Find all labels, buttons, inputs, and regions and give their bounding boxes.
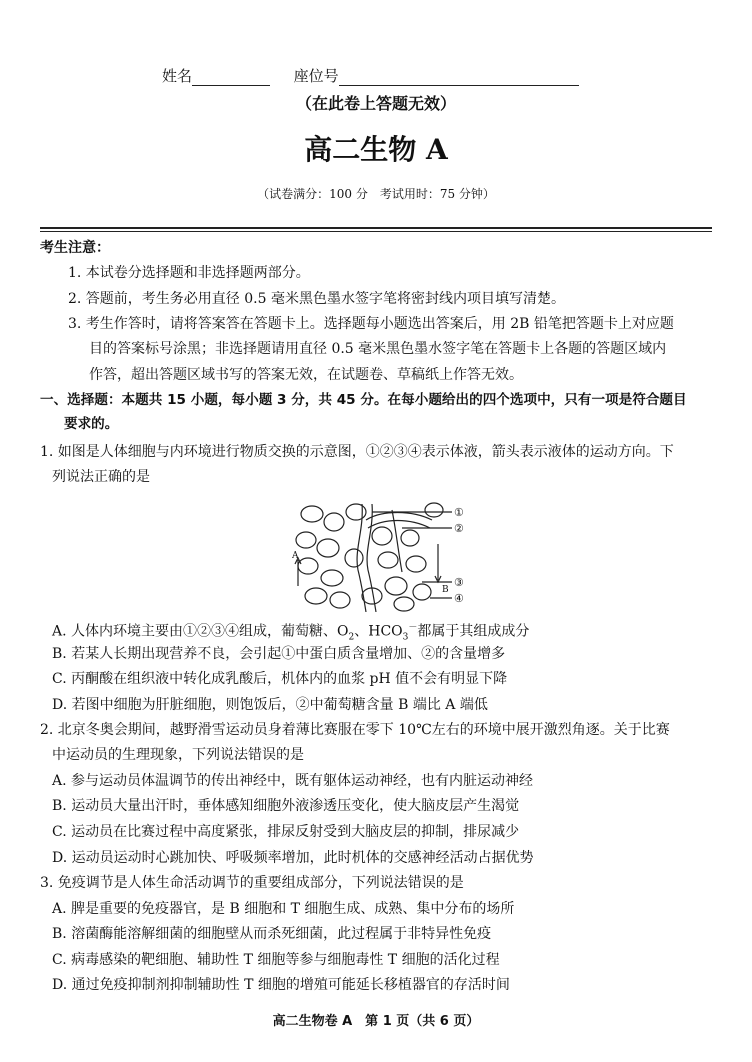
instruction-item: 作答，超出答题区域书写的答案无效，在试题卷、草稿纸上作答无效。 bbox=[89, 367, 523, 383]
section-heading-cont: 要求的。 bbox=[64, 416, 119, 432]
notice: （在此卷上答题无效） bbox=[295, 94, 456, 113]
instruction-item: 2. 答题前，考生务必用直径 0.5 毫米黑色墨水签字笔将密封线内项目填写清楚。 bbox=[68, 291, 565, 307]
q3-option-c: C. 病毒感染的靶细胞、辅助性 T 细胞等参与细胞毒性 T 细胞的活化过程 bbox=[52, 952, 500, 968]
figure-label: ② bbox=[454, 522, 464, 535]
q1-option-d: D. 若图中细胞为肝脏细胞，则饱饭后，②中葡萄糖含量 B 端比 A 端低 bbox=[52, 697, 488, 713]
q1-option-a: A. 人体内环境主要由①②③④组成，葡萄糖、$O_2$、$HCO_3^-$都属于其组成成分 bbox=[52, 623, 530, 643]
seat-blank[interactable] bbox=[339, 69, 579, 86]
q1-option-c: C. 丙酮酸在组织液中转化成乳酸后，机体内的血浆 pH 值不会有明显下降 bbox=[52, 671, 508, 687]
seat-label: 座位号 bbox=[293, 67, 339, 85]
header-rule-thin bbox=[40, 231, 712, 232]
page-title: 高二生物 A bbox=[304, 133, 448, 166]
figure-label: ③ bbox=[454, 576, 464, 589]
instruction-item: 1. 本试卷分选择题和非选择题两部分。 bbox=[68, 265, 310, 281]
q3-stem: 3. 免疫调节是人体生命活动调节的重要组成部分，下列说法错误的是 bbox=[40, 875, 464, 891]
q1-figure bbox=[292, 500, 470, 612]
q1-stem-cont: 列说法正确的是 bbox=[52, 469, 150, 485]
page-footer: 高二生物卷 A 第 1 页（共 6 页） bbox=[272, 1014, 480, 1029]
q1-option-b: B. 若某人长期出现营养不良，会引起①中蛋白质含量增加、②的含量增多 bbox=[52, 646, 506, 662]
figure-label: ① bbox=[454, 506, 464, 519]
instructions-heading: 考生注意： bbox=[40, 240, 110, 256]
q3-option-a: A. 脾是重要的免疫器官，是 B 细胞和 T 细胞生成、成熟、集中分布的场所 bbox=[52, 901, 515, 917]
subtitle: （试卷满分：100 分 考试用时：75 分钟） bbox=[257, 187, 495, 201]
figure-mark: A bbox=[292, 551, 299, 561]
q2-option-a: A. 参与运动员体温调节的传出神经中，既有躯体运动神经，也有内脏运动神经 bbox=[52, 773, 534, 789]
section-heading: 一、选择题：本题共 15 小题，每小题 3 分，共 45 分。在每小题给出的四个选项中，只有一项是符合题目 bbox=[40, 392, 687, 408]
q3-option-d: D. 通过免疫抑制剂抑制辅助性 T 细胞的增殖可能延长移植器官的存活时间 bbox=[52, 977, 510, 993]
instruction-item: 目的答案标号涂黑；非选择题请用直径 0.5 毫米黑色墨水签字笔在答题卡上各题的答题区域内 bbox=[89, 341, 667, 357]
figure-mark: B bbox=[442, 585, 449, 595]
header-rule-thick bbox=[40, 227, 712, 229]
q2-stem-cont: 中运动员的生理现象，下列说法错误的是 bbox=[52, 747, 304, 763]
q2-option-d: D. 运动员运动时心跳加快、呼吸频率增加，此时机体的交感神经活动占据优势 bbox=[52, 850, 534, 866]
q1-stem: 1. 如图是人体细胞与内环境进行物质交换的示意图，①②③④表示体液，箭头表示液体的运动方向。下 bbox=[40, 444, 674, 460]
q2-stem: 2. 北京冬奥会期间，越野滑雪运动员身着薄比赛服在零下 10℃左右的环境中展开激烈角逐。关于比赛 bbox=[40, 722, 670, 738]
figure-label: ④ bbox=[454, 592, 464, 605]
name-blank[interactable] bbox=[192, 69, 270, 86]
q3-option-b: B. 溶菌酶能溶解细菌的细胞壁从而杀死细菌，此过程属于非特异性免疫 bbox=[52, 926, 492, 942]
q2-option-b: B. 运动员大量出汗时，垂体感知细胞外液渗透压变化，使大脑皮层产生渴觉 bbox=[52, 798, 520, 814]
q2-option-c: C. 运动员在比赛过程中高度紧张，排尿反射受到大脑皮层的抑制，排尿减少 bbox=[52, 824, 520, 840]
instruction-item: 3. 考生作答时，请将答案答在答题卡上。选择题每小题选出答案后，用 2B 铅笔把答题卡上对应题 bbox=[68, 316, 674, 332]
name-label: 姓名 bbox=[162, 67, 193, 85]
name-seat-row bbox=[162, 66, 579, 86]
